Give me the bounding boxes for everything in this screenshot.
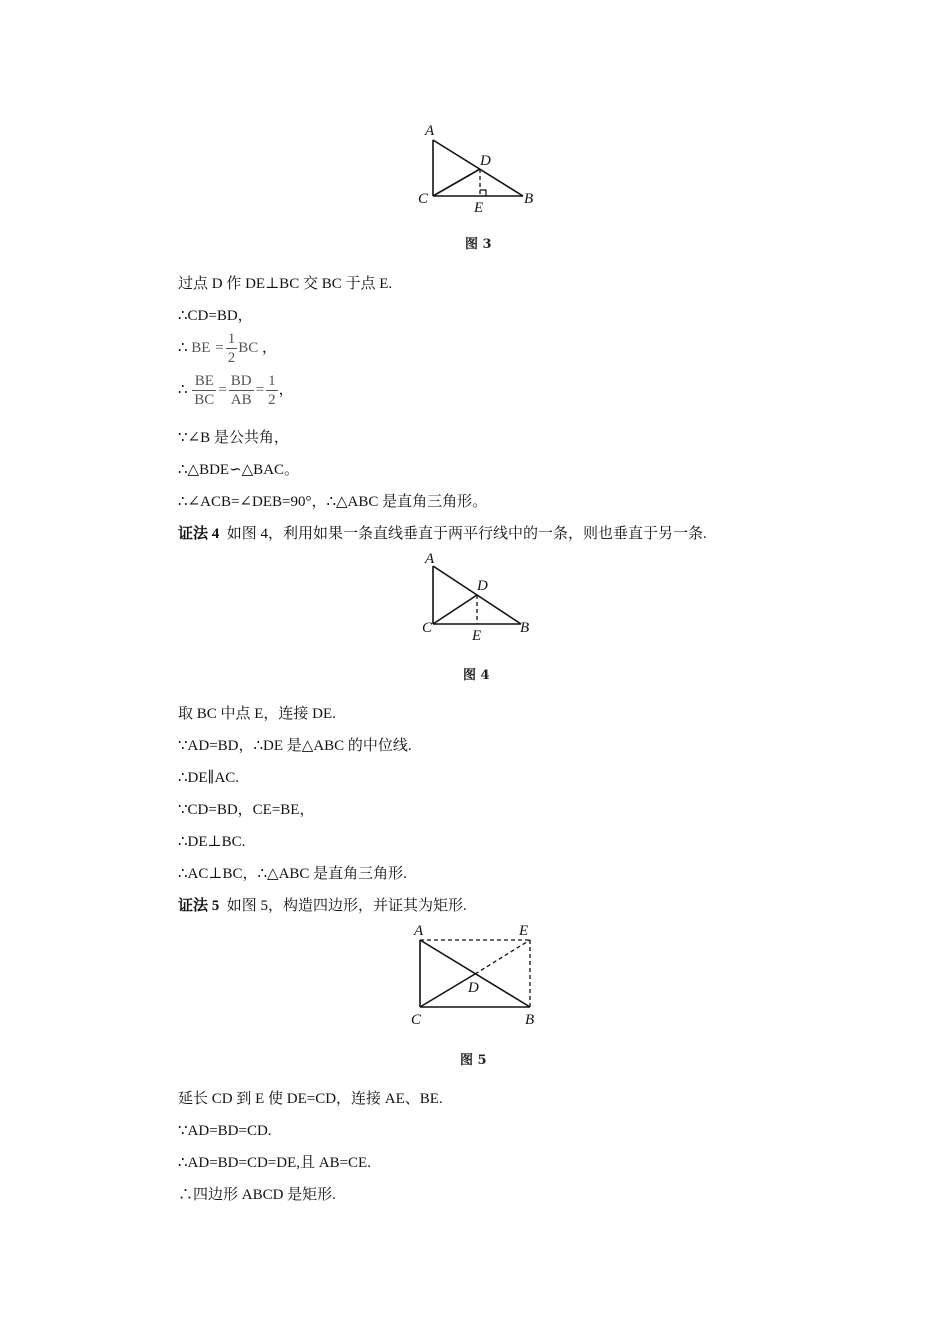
math-be: BE: [191, 339, 211, 356]
fig3-label-e: E: [474, 200, 484, 216]
proof3-line-6: ∴△BDE∽△BAC。: [178, 462, 300, 478]
fig5-label-c: C: [411, 1012, 422, 1028]
proof4-heading: 证法 4: [178, 526, 220, 542]
proof4-line-2: ∵AD=BD，∴DE 是△ABC 的中位线.: [178, 738, 412, 754]
fraction-be-bc: [192, 372, 216, 409]
proof4-line-4: ∵CD=BD，CE=BE，: [178, 802, 315, 818]
fraction-numerator: BD: [230, 373, 252, 389]
fig3-label-d: D: [480, 153, 491, 169]
proof4-intro: 如图 4，利用如果一条直线垂直于两平行线中的一条，则也垂直于另一条.: [226, 526, 707, 542]
proof5-intro-line: [178, 896, 467, 916]
fraction-one-half: [266, 372, 278, 409]
fraction-numerator: 1: [268, 373, 276, 389]
proof3-line-4: [178, 372, 294, 409]
proof4-intro-line: [178, 524, 707, 544]
figure-3-caption: 图 3: [465, 237, 492, 252]
fig3-label-b: B: [524, 191, 534, 207]
therefore-symbol: ∴: [178, 381, 188, 398]
proof3-line-3: [178, 330, 277, 367]
figure-3-diagram: [410, 115, 550, 220]
fraction-denominator: 2: [227, 350, 236, 366]
proof5-heading: 证法 5: [178, 898, 220, 914]
figure-4-caption: 图 4: [463, 668, 490, 683]
fig5-label-d: D: [468, 980, 479, 996]
proof3-line-7: ∴∠ACB=∠DEB=90°，∴△ABC 是直角三角形。: [178, 494, 488, 510]
fig4-label-b: B: [520, 620, 530, 636]
proof5-line-2: ∵AD=BD=CD.: [178, 1123, 272, 1139]
figure-5-diagram: [405, 920, 550, 1032]
fig5-label-e: E: [519, 923, 529, 939]
equals-sign: =: [215, 339, 224, 356]
proof3-line-1: 过点 D 作 DE⊥BC 交 BC 于点 E.: [178, 276, 393, 292]
math-bc: BC: [238, 339, 259, 356]
fig5-label-b: B: [525, 1012, 535, 1028]
fig4-label-d: D: [477, 578, 488, 594]
fraction-numerator: 1: [227, 331, 236, 347]
proof5-line-1: 延长 CD 到 E 使 DE=CD，连接 AE、BE.: [178, 1091, 443, 1107]
fraction-denominator: BC: [194, 392, 215, 408]
fig4-label-e: E: [472, 628, 482, 644]
therefore-symbol: ∴: [178, 339, 188, 356]
comma: ，: [261, 339, 277, 356]
comma: ，: [278, 381, 294, 398]
figure-5-caption: 图 5: [460, 1053, 487, 1068]
fig4-label-a: A: [425, 551, 435, 567]
fraction-denominator: AB: [230, 392, 252, 408]
proof5-intro: 如图 5，构造四边形，并证其为矩形.: [226, 898, 467, 914]
fraction-denominator: 2: [268, 392, 276, 408]
equals-sign: =: [218, 381, 227, 398]
proof4-line-1: 取 BC 中点 E，连接 DE.: [178, 706, 336, 722]
fraction-bd-ab: [229, 372, 254, 409]
figure-4-diagram: [410, 546, 550, 646]
fraction-one-half: [226, 330, 238, 367]
fraction-numerator: BE: [192, 372, 216, 391]
proof3-line-2: ∴CD=BD，: [178, 308, 253, 324]
proof5-line-4: ∴四边形 ABCD 是矩形.: [178, 1187, 336, 1203]
proof4-line-5: ∴DE⊥BC.: [178, 834, 246, 850]
proof3-line-5: ∵∠B 是公共角，: [178, 430, 289, 446]
fig3-label-c: C: [418, 191, 429, 207]
proof5-line-3: ∴AD=BD=CD=DE,且 AB=CE.: [178, 1155, 371, 1171]
proof4-line-3: ∴DE∥AC.: [178, 770, 240, 786]
fig5-label-a: A: [414, 923, 424, 939]
fig4-label-c: C: [422, 620, 433, 636]
equals-sign: =: [255, 381, 265, 398]
proof4-line-6: ∴AC⊥BC，∴△ABC 是直角三角形.: [178, 866, 407, 882]
fig3-label-a: A: [425, 123, 435, 139]
